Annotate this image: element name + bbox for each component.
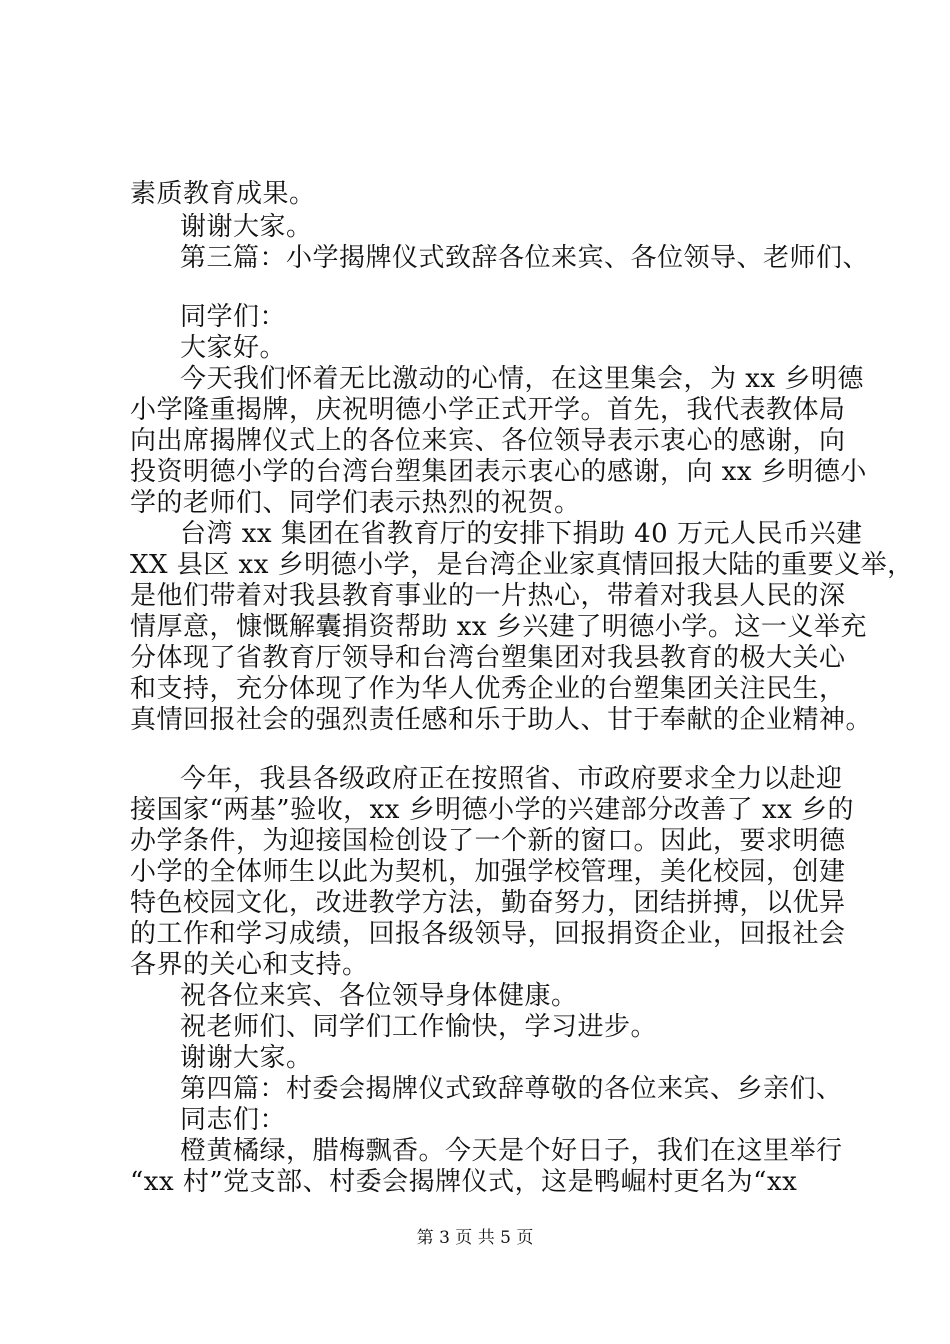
text-line: 情厚意，慷慨解囊捐资帮助 xx 乡兴建了明德小学。这一义举充	[130, 612, 867, 642]
text-line: 大家好。	[180, 333, 287, 363]
text-line: XX 县区 xx 乡明德小学，是台湾企业家真情回报大陆的重要义举，	[130, 550, 914, 580]
text-line: 素质教育成果。	[130, 179, 316, 209]
text-line: 谢谢大家。	[180, 1043, 313, 1073]
text-line: 投资明德小学的台湾台塑集团表示衷心的感谢，向 xx 乡明德小	[130, 457, 867, 487]
text-line: 今年，我县各级政府正在按照省、市政府要求全力以赴迎	[180, 764, 843, 794]
text-line: 橙黄橘绿，腊梅飘香。今天是个好日子，我们在这里举行	[180, 1136, 843, 1166]
text-line: 同学们：	[180, 302, 287, 332]
text-line: 学的老师们、同学们表示热烈的祝贺。	[130, 488, 581, 518]
text-line: 台湾 xx 集团在省教育厅的安排下捐助 40 万元人民币兴建	[180, 519, 863, 549]
text-line: 接国家“两基”验收，xx 乡明德小学的兴建部分改善了 xx 乡的	[130, 795, 855, 825]
text-line: 分体现了省教育厅领导和台湾台塑集团对我县教育的极大关心	[130, 643, 846, 673]
text-line: 小学隆重揭牌，庆祝明德小学正式开学。首先，我代表教体局	[130, 395, 846, 425]
section-heading: 第四篇：村委会揭牌仪式致辞尊敬的各位来宾、乡亲们、	[180, 1074, 843, 1104]
text-line: 办学条件，为迎接国检创设了一个新的窗口。因此，要求明德	[130, 826, 846, 856]
text-line: 同志们：	[180, 1105, 287, 1135]
text-line: 谢谢大家。	[180, 212, 313, 242]
text-line: 和支持，充分体现了作为华人优秀企业的台塑集团关注民生，	[130, 674, 846, 704]
text-line: 向出席揭牌仪式上的各位来宾、各位领导表示衷心的感谢，向	[130, 426, 846, 456]
page-footer: 第 3 页 共 5 页	[416, 1228, 534, 1248]
text-line: 真情回报社会的强烈责任感和乐于助人、甘于奉献的企业精神。	[130, 705, 873, 735]
text-line: 祝老师们、同学们工作愉快，学习进步。	[180, 1012, 658, 1042]
text-line: 各界的关心和支持。	[130, 950, 369, 980]
text-line: “xx 村”党支部、村委会揭牌仪式，这是鸭崛村更名为“xx	[130, 1167, 798, 1197]
section-heading: 第三篇：小学揭牌仪式致辞各位来宾、各位领导、老师们、	[180, 243, 870, 273]
text-line: 今天我们怀着无比激动的心情，在这里集会，为 xx 乡明德	[180, 364, 864, 394]
text-line: 的工作和学习成绩，回报各级领导，回报捐资企业，回报社会	[130, 919, 846, 949]
text-line: 祝各位来宾、各位领导身体健康。	[180, 981, 578, 1011]
text-line: 小学的全体师生以此为契机，加强学校管理，美化校园，创建	[130, 857, 846, 887]
text-line: 是他们带着对我县教育事业的一片热心，带着对我县人民的深	[130, 581, 846, 611]
text-line: 特色校园文化，改进教学方法，勤奋努力，团结拼搏，以优异	[130, 888, 846, 918]
